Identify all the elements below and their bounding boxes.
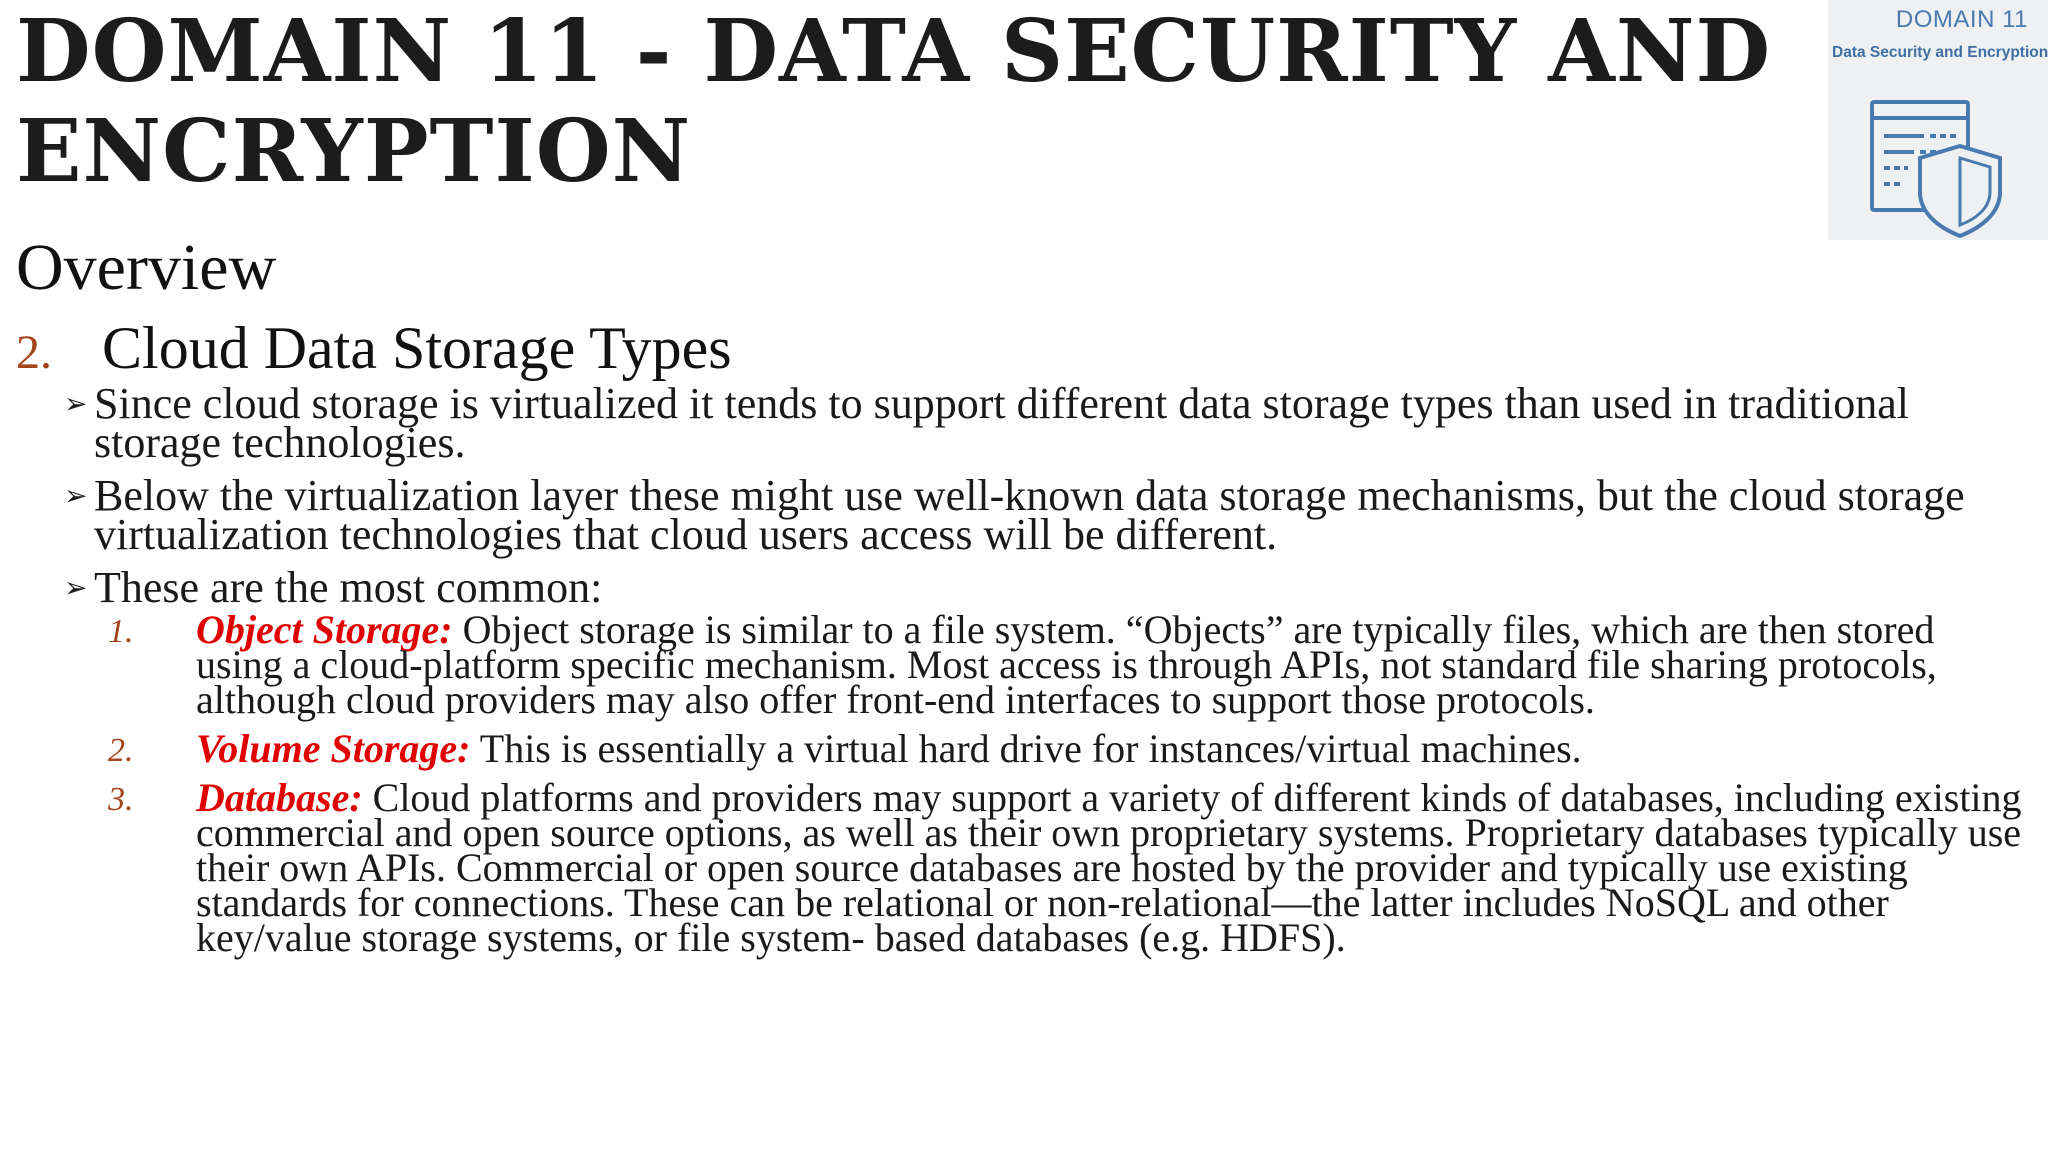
slide-title-line-2: ENCRYPTION	[16, 101, 692, 202]
domain-badge	[1828, 0, 2048, 240]
bullet-text: Below the virtualization layer these might use well-known data storage mechanisms, but the cloud storage virtualization technologies that cloud users access will be different.	[94, 471, 1965, 559]
storage-type-item	[108, 775, 2023, 960]
slide-title	[16, 2, 1806, 202]
storage-type-list	[108, 607, 2023, 969]
storage-type-item	[108, 607, 2023, 722]
bullet-item	[64, 563, 2039, 612]
item-text: Cloud platforms and providers may support a variety of different kinds of databases, including existing commercial and open source options, as well as their own proprietary systems. Proprietary databases typically use their own APIs. Commercial or open source databases are hosted by the provider and typically use existing standards for connections. These can be relational or non-relational—the latter includes NoSQL and other key/value storage systems, or file system- based databases (e.g. HDFS).	[196, 775, 2022, 960]
overview-heading: Overview	[16, 231, 277, 304]
storage-type-item	[108, 726, 2023, 771]
item-term: Database:	[196, 775, 363, 820]
bullet-text: Since cloud storage is virtualized it tends to support different data storage types than used in traditional storage technologies.	[94, 379, 1909, 467]
arrow-bullet-icon: ➢	[64, 387, 88, 420]
item-text: Object storage is similar to a file system. “Objects” are typically files, which are then stored using a cloud-platform specific mechanism. Most access is through APIs, not standard file sharing protocols, although cloud providers may also offer front-end interfaces to support those protocols.	[196, 607, 1937, 722]
item-number: 1.	[108, 613, 134, 650]
arrow-bullet-icon: ➢	[64, 479, 88, 512]
item-term: Volume Storage:	[196, 726, 471, 771]
bullet-text: These are the most common:	[94, 563, 603, 612]
bullet-item	[64, 379, 2039, 467]
bullet-list	[64, 379, 2039, 613]
section-number: 2.	[16, 326, 52, 379]
bullet-item	[64, 471, 2039, 559]
item-number: 2.	[108, 732, 134, 769]
arrow-bullet-icon: ➢	[64, 571, 88, 604]
badge-subtitle: Data Security and Encryption	[1832, 44, 2048, 61]
badge-domain-label: DOMAIN 11	[1895, 6, 2028, 33]
item-number: 3.	[108, 781, 134, 818]
item-text: This is essentially a virtual hard drive for instances/virtual machines.	[470, 726, 1582, 771]
document-shield-icon	[1868, 96, 2016, 238]
section-title: Cloud Data Storage Types	[102, 315, 732, 381]
item-term: Object Storage:	[196, 607, 453, 652]
slide-title-line-1: DOMAIN 11 - DATA SECURITY AND	[16, 1, 1772, 102]
